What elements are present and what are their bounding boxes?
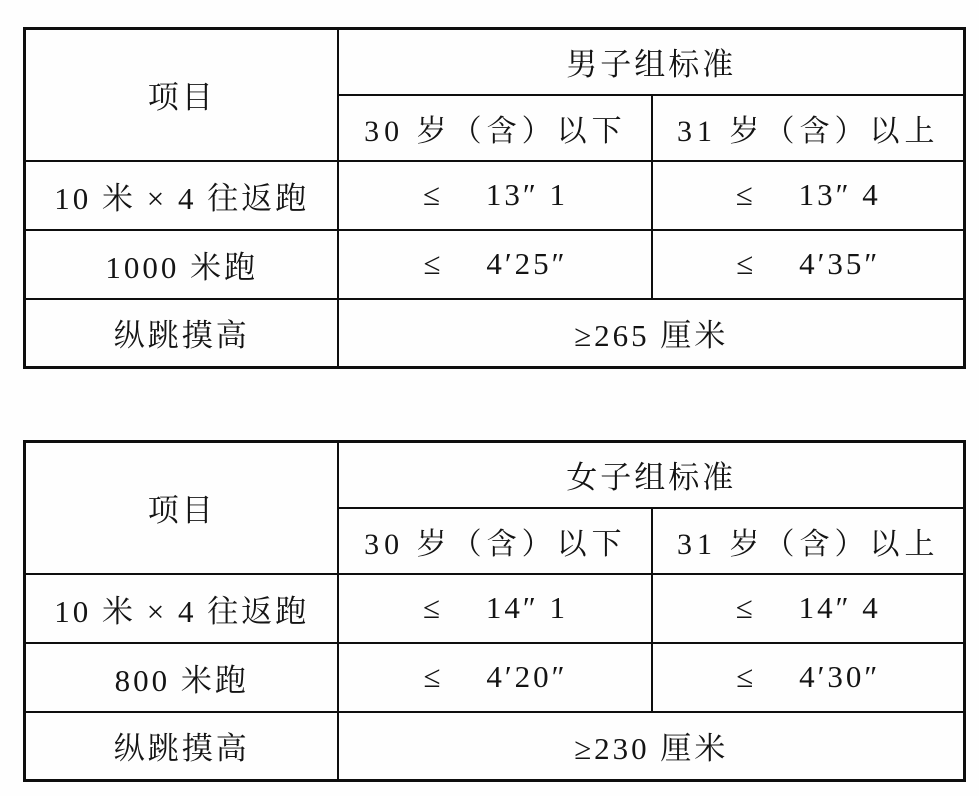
men-1000m-run-over31-value-cell: ≤ 4′35″ bbox=[652, 230, 964, 299]
men-age-under30-header-cell: 30 岁（含）以下 bbox=[338, 95, 652, 161]
women-standards-table bbox=[23, 440, 966, 782]
men-standards-table bbox=[23, 27, 966, 369]
women-vertical-jump-value-cell: ≥230 厘米 bbox=[338, 712, 964, 781]
women-group-header-cell: 女子组标准 bbox=[338, 442, 964, 508]
women-800m-run-row bbox=[25, 643, 965, 712]
women-shuttle-run-row bbox=[25, 574, 965, 643]
men-vertical-jump-row bbox=[25, 299, 965, 368]
men-header-row bbox=[25, 29, 965, 95]
women-800m-run-label-cell: 800 米跑 bbox=[25, 643, 339, 712]
men-1000m-run-label-cell: 1000 米跑 bbox=[25, 230, 339, 299]
women-800m-run-under30-value-cell: ≤ 4′20″ bbox=[338, 643, 652, 712]
women-item-header-cell: 项目 bbox=[25, 442, 339, 574]
men-vertical-jump-value-cell: ≥265 厘米 bbox=[338, 299, 964, 368]
men-shuttle-run-row bbox=[25, 161, 965, 230]
men-shuttle-run-under30-value-cell: ≤ 13″ 1 bbox=[338, 161, 652, 230]
men-shuttle-run-label-cell: 10 米 × 4 往返跑 bbox=[25, 161, 339, 230]
women-vertical-jump-label-cell: 纵跳摸高 bbox=[25, 712, 339, 781]
women-shuttle-run-under30-value-cell: ≤ 14″ 1 bbox=[338, 574, 652, 643]
men-group-header-cell: 男子组标准 bbox=[338, 29, 964, 95]
women-shuttle-run-label-cell: 10 米 × 4 往返跑 bbox=[25, 574, 339, 643]
women-age-over31-header-cell: 31 岁（含）以上 bbox=[652, 508, 964, 574]
men-item-header-cell: 项目 bbox=[25, 29, 339, 161]
men-1000m-run-under30-value-cell: ≤ 4′25″ bbox=[338, 230, 652, 299]
women-800m-run-over31-value-cell: ≤ 4′30″ bbox=[652, 643, 964, 712]
men-vertical-jump-label-cell: 纵跳摸高 bbox=[25, 299, 339, 368]
women-vertical-jump-row bbox=[25, 712, 965, 781]
men-age-over31-header-cell: 31 岁（含）以上 bbox=[652, 95, 964, 161]
men-1000m-run-row bbox=[25, 230, 965, 299]
women-shuttle-run-over31-value-cell: ≤ 14″ 4 bbox=[652, 574, 964, 643]
women-header-row bbox=[25, 442, 965, 508]
men-shuttle-run-over31-value-cell: ≤ 13″ 4 bbox=[652, 161, 964, 230]
women-age-under30-header-cell: 30 岁（含）以下 bbox=[338, 508, 652, 574]
